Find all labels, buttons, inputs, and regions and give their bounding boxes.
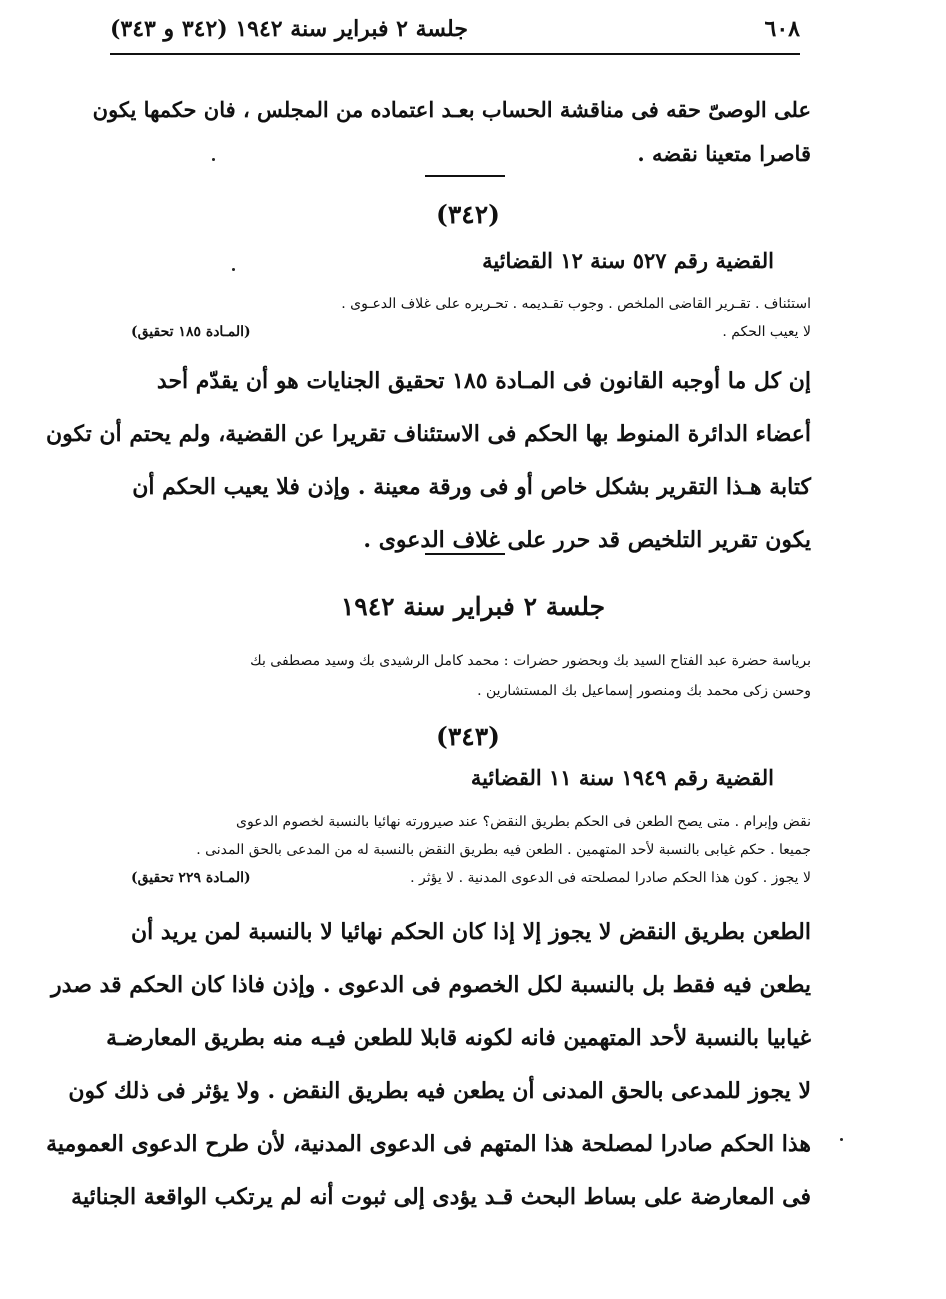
intro-paragraph xyxy=(92,88,811,176)
case-number-342: (٣٤٢) xyxy=(436,200,500,229)
case-number-343: (٣٤٣) xyxy=(436,722,500,751)
scan-speck xyxy=(212,158,215,161)
presidency-line: برياسة حضرة عبد الفتاح السيد بك وبحضور حضرات : محمد كامل الرشيدى بك وسيد مصطفى بك xyxy=(250,653,811,669)
section-divider xyxy=(425,553,505,555)
case-summary-342 xyxy=(131,290,811,346)
intro-line: قاصرا متعينا نقضه . xyxy=(637,141,811,166)
body-line: أعضاء الدائرة المنوط بها الحكم فى الاستئناف تقريرا عن القضية، ولم يحتم أن تكون xyxy=(45,421,811,447)
presidency-line: وحسن زكى محمد بك ومنصور إسماعيل بك المستشارين . xyxy=(477,683,811,699)
summary-text: لا يعيب الحكم . xyxy=(722,324,811,340)
scan-speck xyxy=(840,1138,843,1141)
running-header xyxy=(110,10,800,48)
summary-text: لا يجوز . كون هذا الحكم صادرا لمصلحته فى الدعوى المدنية . لا يؤثر . xyxy=(410,870,811,886)
session-presidency xyxy=(131,646,811,706)
article-citation: (المـادة ٢٢٩ تحقيق) xyxy=(131,870,251,886)
body-line: يكون تقرير التلخيص قد حرر على غلاف الدعوى . xyxy=(363,527,811,553)
body-line: غيابيا بالنسبة لأحد المتهمين فانه لكونه قابلا للطعن فيـه منه بطريق المعارضـة xyxy=(106,1025,811,1051)
summary-line xyxy=(131,836,811,864)
body-line: فى المعارضة على بساط البحث قـد يؤدى إلى ثبوت أنه لم يرتكب الواقعة الجنائية xyxy=(71,1184,811,1210)
body-line: إن كل ما أوجبه القانون فى المـادة ١٨٥ تحقيق الجنايات هو أن يقدّم أحد xyxy=(156,368,811,394)
case-reference-343: القضية رقم ١٩٤٩ سنة ١١ القضائية xyxy=(470,765,774,790)
running-title: جلسة ٢ فبراير سنة ١٩٤٢ (٣٤٢ و ٣٤٣) xyxy=(110,16,468,42)
body-line: الطعن بطريق النقض لا يجوز إلا إذا كان الحكم نهائيا لا بالنسبة لمن يريد أن xyxy=(130,919,811,945)
header-divider xyxy=(110,53,800,55)
summary-line xyxy=(131,808,811,836)
summary-text: نقض وإبرام . متى يصح الطعن فى الحكم بطريق النقض؟ عند صيرورته نهائيا بالنسبة لخصوم الدعوى xyxy=(236,814,811,830)
intro-line: على الوصىّ حقه فى مناقشة الحساب بعـد اعتماده من المجلس ، فان حكمها يكون xyxy=(92,97,811,122)
case-body-343 xyxy=(46,906,811,1224)
article-citation: (المـادة ١٨٥ تحقيق) xyxy=(131,324,251,340)
summary-line xyxy=(131,290,811,318)
body-line: هذا الحكم صادرا لمصلحة هذا المتهم فى الدعوى المدنية، لأن طرح الدعوى العمومية xyxy=(46,1131,811,1157)
case-summary-343 xyxy=(131,808,811,892)
summary-text: استئناف . تقـرير القاضى الملخص . وجوب تقـديمه . تحـريره على غلاف الدعـوى . xyxy=(341,296,811,312)
summary-line xyxy=(131,864,811,892)
case-body-342 xyxy=(45,355,811,567)
body-line: كتابة هـذا التقرير بشكل خاص أو فى ورقة معينة . وإذن فلا يعيب الحكم أن xyxy=(132,474,811,500)
body-line: يطعن فيه فقط بل بالنسبة لكل الخصوم فى الدعوى . وإذن فاذا كان الحكم قد صدر xyxy=(51,972,811,998)
section-divider xyxy=(425,175,505,177)
summary-text: جميعا . حكم غيابى بالنسبة لأحد المتهمين . الطعن فيه بطريق النقض بالنسبة له من المدعى بالحق المدنى . xyxy=(196,842,811,858)
body-line: لا يجوز للمدعى بالحق المدنى أن يطعن فيه بطريق النقض . ولا يؤثر فى ذلك كون xyxy=(68,1078,811,1104)
case-reference-342: القضية رقم ٥٢٧ سنة ١٢ القضائية xyxy=(482,248,774,273)
page-number: ٦٠٨ xyxy=(764,16,800,42)
scan-speck xyxy=(232,268,235,271)
session-title: جلسة ٢ فبراير سنة ١٩٤٢ xyxy=(340,592,606,621)
summary-line xyxy=(131,318,811,346)
